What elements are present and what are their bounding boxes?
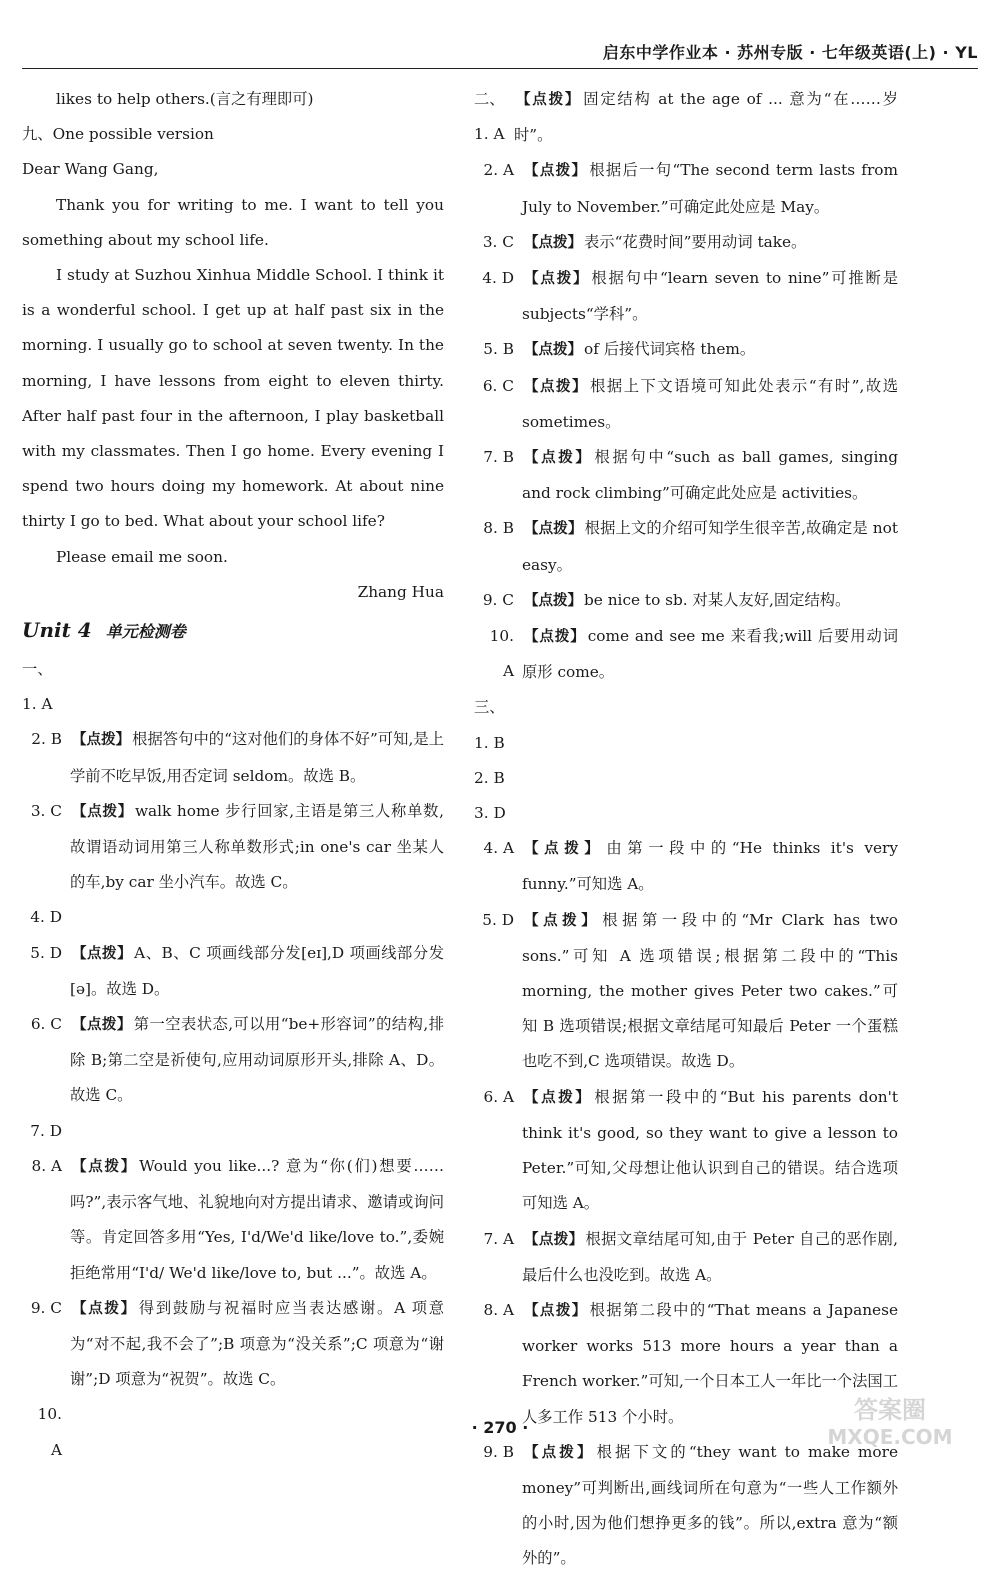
- answer-item: [474, 153, 898, 224]
- answer-item: [474, 261, 898, 332]
- hint-tag: 【点拨】: [524, 1302, 588, 1319]
- answer-number: 4. A: [483, 839, 514, 858]
- answer-explanation: [522, 440, 898, 511]
- answer-explanation: [522, 153, 898, 224]
- hint-tag: 【点拨】: [72, 1300, 137, 1317]
- explanation-text: A、B、C 项画线部分发[eɪ],D 项画线部分发[ə]。故选 D。: [70, 943, 445, 998]
- answer-explanation: [522, 369, 898, 440]
- explanation-text: 根据第一段中的“Mr Clark has two sons.”可知 A 选项错误;根据第二段中的“This morning, the mother gives Peter two cakes.”可知 B 选项错误;根据文章结尾可知最后 Peter 一个蛋糕也吃不到,C 选项错误。故选 D。: [522, 910, 898, 1071]
- answer-number: 6. C: [30, 1015, 62, 1034]
- explanation-text: 得到鼓励与祝福时应当表达感谢。A 项意为“对不起,我不会了”;B 项意为“没关系”;C 项意为“谢谢”;D 项意为“祝贺”。故选 C。: [70, 1298, 445, 1389]
- hint-tag: 【点拨】: [524, 163, 588, 180]
- answer-item: [474, 369, 898, 440]
- answer-item: [474, 583, 898, 619]
- answer-explanation: [70, 722, 444, 793]
- hint-tag: 【点拨】: [524, 1089, 593, 1106]
- answer-item: [474, 225, 898, 261]
- answer-explanation: [522, 1435, 898, 1577]
- answer-number: 7. D: [30, 1121, 62, 1140]
- answer-item: [474, 1080, 898, 1222]
- hint-tag: 【点拨】: [72, 803, 133, 820]
- watermark-bottom-text: MXQE.COM: [827, 1425, 953, 1449]
- answer-number: 7. B: [483, 448, 514, 467]
- answer-number: 9. C: [30, 1298, 62, 1317]
- answer-number: 2. B: [31, 730, 62, 749]
- answer-explanation: [522, 332, 898, 368]
- answer-item: [22, 936, 444, 1007]
- answer-item: [474, 831, 898, 902]
- answer-number: 4. D: [30, 908, 62, 927]
- explanation-text: 根据句中“learn seven to nine”可推断是 subjects“学科”。: [522, 269, 898, 324]
- letter-paragraph-1: Thank you for writing to me. I want to tell you something about my school life.: [22, 195, 444, 249]
- answer-number: 10. A: [37, 1405, 62, 1459]
- explanation-text: 根据上下文语境可知此处表示“有时”,故选 sometimes。: [522, 376, 899, 431]
- explanation-text: be nice to sb. 对某人友好,固定结构。: [584, 590, 851, 609]
- answer-number: 3. C: [482, 232, 514, 251]
- right-answer-list: [474, 82, 898, 1577]
- unit-subtitle: 单元检测卷: [105, 622, 186, 642]
- answer-number: 5. B: [483, 340, 514, 359]
- answer-item: [22, 1149, 444, 1291]
- hint-tag: 【点拨】: [524, 234, 582, 251]
- page-number: · 270 ·: [471, 1418, 529, 1437]
- explanation-text: 根据下文的“they want to make more money”可判断出,画线词所在句意为“一些人工作额外的小时,因为他们想挣更多的钱”。所以,extra 意为“额外的”。: [522, 1442, 899, 1568]
- hint-tag: 【点拨】: [72, 1158, 138, 1175]
- hint-tag: 【点拨】: [524, 1444, 595, 1461]
- answer-number: 8. A: [483, 1300, 514, 1319]
- answer-explanation: [514, 82, 898, 153]
- watermark-top-text: 答案圈: [854, 1396, 926, 1424]
- answer-number: 4. D: [482, 269, 514, 288]
- answer-item: [22, 1291, 444, 1398]
- answer-explanation: [70, 1149, 444, 1291]
- answer-explanation: [70, 1291, 444, 1398]
- answer-item: [22, 1007, 444, 1114]
- answer-item: [474, 1435, 898, 1577]
- unit-title: [22, 610, 444, 652]
- answer-explanation: [70, 794, 444, 901]
- answer-explanation: [522, 903, 898, 1080]
- hint-tag: 【点拨】: [516, 92, 582, 108]
- hint-tag: 【点拨】: [524, 450, 593, 467]
- answer-item: [22, 900, 444, 935]
- explanation-text: Would you like...? 意为“你(们)想要……吗?”,表示客气地、礼貌地向对方提出请求、邀请或询问等。肯定回答多用“Yes, I'd/We'd like/love to.”,委婉拒绝常用“I'd/ We'd like/love to, but ...”。故选 A。: [70, 1156, 444, 1282]
- left-answer-list: [22, 652, 444, 1468]
- answer-item: [22, 794, 444, 901]
- answer-item: [474, 332, 898, 368]
- answer-explanation: [70, 1007, 444, 1114]
- answer-item: [474, 1222, 898, 1293]
- answer-number: 9. B: [483, 1442, 514, 1461]
- answer-explanation: [522, 511, 898, 582]
- explanation-text: 固定结构 at the age of ... 意为“在……岁时”。: [514, 90, 898, 145]
- answer-number: 8. A: [31, 1156, 62, 1175]
- hint-tag: 【点拨】: [524, 378, 589, 395]
- explanation-text: 根据上文的介绍可知学生很辛苦,故确定是 not easy。: [522, 519, 899, 574]
- hint-tag: 【点拨】: [524, 271, 590, 288]
- answer-explanation: [522, 831, 898, 902]
- answer-item: [22, 722, 444, 793]
- explanation-text: 根据第二段中的“That means a Japanese worker works 513 more hours a year than a French worker.”可知,一个日本工人一年比一个法国工人多工作 513 个小时。: [522, 1300, 899, 1426]
- answer-number: 二、1. A: [474, 90, 505, 144]
- hint-tag: 【点拨】: [72, 732, 131, 749]
- hint-tag: 【点拨】: [524, 592, 582, 609]
- explanation-text: 根据后一句“The second term lasts from July to November.”可确定此处应是 May。: [522, 161, 898, 216]
- answer-number: 9. C: [482, 590, 514, 609]
- answer-item: [474, 511, 898, 582]
- section-nine-heading: 九、One possible version: [22, 125, 214, 144]
- answer-item: [474, 619, 898, 690]
- answer-explanation: [522, 225, 898, 261]
- answer-explanation: [70, 936, 444, 1007]
- letter-greeting: Dear Wang Gang,: [22, 160, 159, 179]
- explanation-text: 根据句中“such as ball games, singing and rock climbing”可确定此处应是 activities。: [522, 448, 898, 503]
- hint-tag: 【点拨】: [524, 912, 601, 929]
- answer-explanation: [522, 1222, 898, 1293]
- answer-explanation: [522, 1080, 898, 1222]
- running-header: 启东中学作业本 · 苏州专版 · 七年级英语(上) · YL: [22, 38, 978, 69]
- answer-number: 6. A: [483, 1087, 514, 1106]
- letter-paragraph-2: I study at Suzhou Xinhua Middle School. I think it is a wonderful school. I get up at half past six in the morning. I usually go to school at seven twenty. In the morning, I have lessons from eight to eleven thirty. After half past four in the afternoon, I play basketball with my classmates. Then I go home. Every evening I spend two hours doing my homework. At about nine thirty I go to bed. What about your school life?: [22, 266, 444, 531]
- unit-title-text: Unit 4: [22, 618, 92, 643]
- continued-line: likes to help others.(言之有理即可): [56, 90, 314, 108]
- explanation-text: 第一空表状态,可以用“be+形容词”的结构,排除 B;第二空是祈使句,应用动词原形开头,排除 A、D。故选 C。: [70, 1015, 445, 1105]
- answer-item: [474, 440, 898, 511]
- answer-number: 6. C: [482, 376, 514, 395]
- answer-number: 3. C: [30, 801, 62, 820]
- hint-tag: 【点拨】: [524, 629, 586, 646]
- answer-number: 7. A: [483, 1229, 514, 1248]
- hint-tag: 【点拨】: [524, 841, 605, 858]
- answer-number: 一、1. A: [22, 660, 53, 714]
- watermark-logo: [800, 1392, 980, 1452]
- answer-explanation: [70, 900, 444, 935]
- answer-explanation: [522, 583, 898, 619]
- explanation-text: 根据文章结尾可知,由于 Peter 自己的恶作剧,最后什么也没吃到。故选 A。: [522, 1229, 898, 1284]
- explanation-text: 根据第一段中的“But his parents don't think it's good, so they want to give a lesson to Peter.”可知,父母想让他认识到自己的错误。结合选项可知选 A。: [522, 1087, 899, 1213]
- explanation-text: 表示“花费时间”要用动词 take。: [584, 232, 807, 251]
- answer-number: 5. D: [30, 943, 62, 962]
- letter-paragraph-3: Please email me soon.: [56, 547, 228, 566]
- left-column: [22, 82, 444, 1468]
- hint-tag: 【点拨】: [524, 1231, 584, 1248]
- hint-tag: 【点拨】: [524, 342, 582, 359]
- hint-tag: 【点拨】: [72, 1017, 132, 1034]
- answer-explanation: [522, 619, 898, 690]
- answer-explanation: [62, 652, 444, 722]
- answer-number: 10. A: [489, 627, 514, 681]
- hint-tag: 【点拨】: [72, 945, 133, 962]
- answer-explanation: [514, 690, 898, 831]
- answer-item: [22, 1114, 444, 1149]
- letter-signature: Zhang Hua: [357, 582, 444, 601]
- answer-number: 2. A: [483, 161, 514, 180]
- explanation-text: of 后接代词宾格 them。: [584, 340, 756, 359]
- answer-number: 三、1. B 2. B 3. D: [474, 698, 506, 823]
- answer-item: [474, 903, 898, 1080]
- answer-explanation: [522, 261, 898, 332]
- explanation-text: walk home 步行回家,主语是第三人称单数,故谓语动词用第三人称单数形式;in one's car 坐某人的车,by car 坐小汽车。故选 C。: [70, 801, 444, 892]
- answer-explanation: [70, 1114, 444, 1149]
- answer-number: 5. D: [482, 910, 514, 929]
- right-column: [474, 82, 898, 1577]
- answer-item: [22, 652, 444, 722]
- answer-item: [474, 82, 898, 153]
- hint-tag: 【点拨】: [524, 521, 583, 538]
- explanation-text: 根据答句中的“这对他们的身体不好”可知,是上学前不吃早饭,用否定词 seldom。故选 B。: [70, 730, 444, 785]
- explanation-text: 由第一段中的“He thinks it's very funny.”可知选 A。: [522, 839, 898, 894]
- answer-item: [474, 690, 898, 831]
- answer-number: 8. B: [483, 519, 514, 538]
- explanation-text: come and see me 来看我;will 后要用动词原形 come。: [522, 627, 899, 682]
